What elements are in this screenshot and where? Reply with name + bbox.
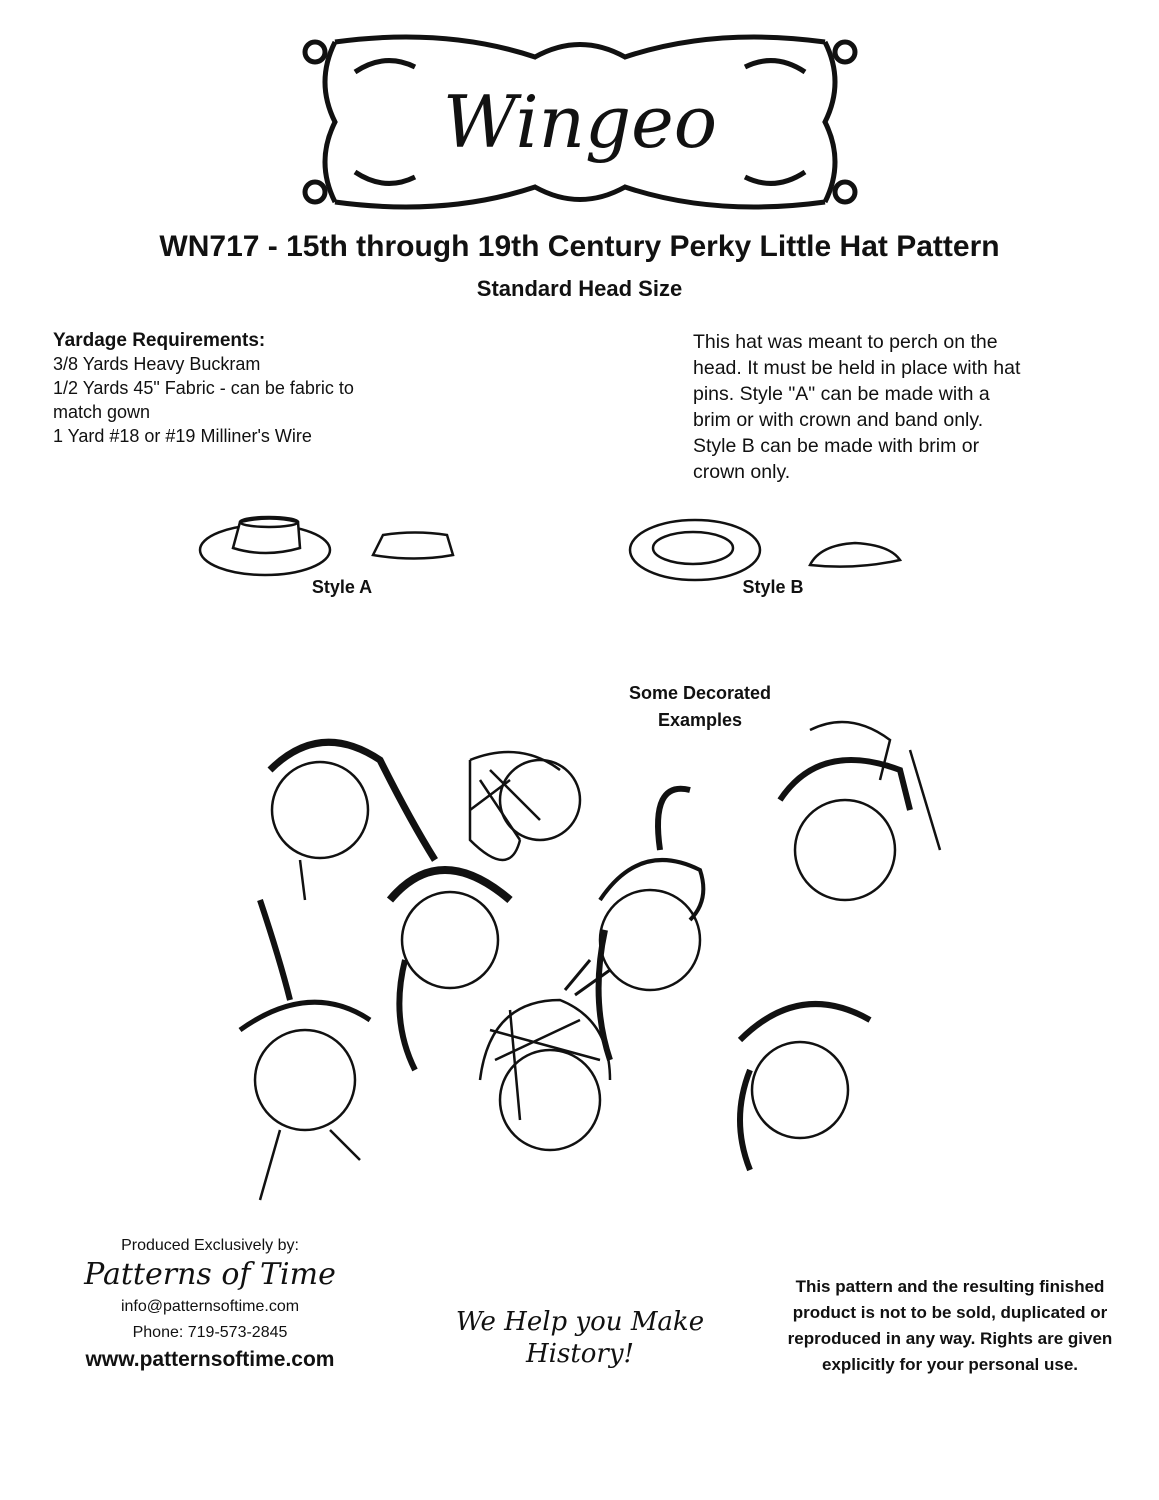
yardage-line: match gown bbox=[53, 402, 151, 422]
yardage-heading: Yardage Requirements: bbox=[53, 330, 266, 351]
style-a-brim-hat-icon bbox=[200, 517, 330, 575]
produced-by-label: Produced Exclusively by: bbox=[121, 1237, 299, 1254]
brand-name: Patterns of Time bbox=[84, 1257, 336, 1292]
description-line: brim or with crown and band only. bbox=[693, 409, 984, 431]
description-line: Style B can be made with brim or bbox=[693, 435, 980, 457]
description-line: head. It must be held in place with hat bbox=[693, 357, 1021, 379]
description-line: This hat was meant to perch on the bbox=[693, 331, 998, 353]
slogan-line: History! bbox=[526, 1339, 634, 1369]
examples-caption-line: Examples bbox=[657, 710, 743, 730]
page-subtitle: Standard Head Size bbox=[476, 276, 683, 301]
yardage-line: 1 Yard #18 or #19 Milliner's Wire bbox=[53, 426, 312, 446]
yardage-requirements bbox=[53, 330, 354, 448]
logo-text: Wingeo bbox=[442, 80, 718, 164]
examples-caption-line: Some Decorated bbox=[628, 683, 772, 703]
hat-description bbox=[693, 329, 1113, 485]
description-line: crown only. bbox=[693, 461, 791, 483]
head-sketch-icon bbox=[470, 752, 580, 860]
head-sketch-icon bbox=[780, 722, 940, 900]
style-a-crown-icon bbox=[373, 533, 453, 559]
rights-line: reproduced in any way. Rights are given bbox=[787, 1329, 1113, 1348]
rights-line: product is not to be sold, duplicated or bbox=[792, 1303, 1108, 1322]
producer-info bbox=[40, 1237, 380, 1372]
head-sketch-icon bbox=[480, 960, 610, 1150]
decorated-examples-illustration bbox=[220, 700, 950, 1210]
email-link[interactable]: info@patternsoftime.com bbox=[120, 1298, 300, 1315]
website-link[interactable]: www.patternsoftime.com bbox=[85, 1348, 335, 1371]
yardage-line: 3/8 Yards Heavy Buckram bbox=[53, 354, 261, 374]
slogan bbox=[420, 1306, 740, 1370]
head-sketch-icon bbox=[270, 742, 435, 900]
page-title: WN717 - 15th through 19th Century Perky Little Hat Pattern bbox=[159, 230, 1000, 263]
style-b-crown-icon bbox=[810, 543, 900, 567]
rights-line: explicitly for your personal use. bbox=[821, 1355, 1079, 1374]
rights-line: This pattern and the resulting finished bbox=[795, 1277, 1105, 1296]
description-line: pins. Style "A" can be made with a bbox=[693, 383, 990, 405]
yardage-line: 1/2 Yards 45" Fabric - can be fabric to bbox=[53, 378, 354, 398]
head-sketch-icon bbox=[240, 900, 370, 1200]
head-sketch-icon bbox=[740, 1004, 870, 1170]
style-b-label: Style B bbox=[742, 577, 804, 597]
rights-notice bbox=[765, 1274, 1135, 1378]
slogan-line: We Help you Make bbox=[455, 1307, 705, 1337]
style-b-brim-icon bbox=[630, 520, 760, 580]
head-sketch-icon bbox=[599, 789, 704, 1060]
phone-number: Phone: 719-573-2845 bbox=[132, 1324, 288, 1341]
style-a-label: Style A bbox=[311, 577, 373, 597]
wingeo-logo bbox=[295, 22, 865, 222]
